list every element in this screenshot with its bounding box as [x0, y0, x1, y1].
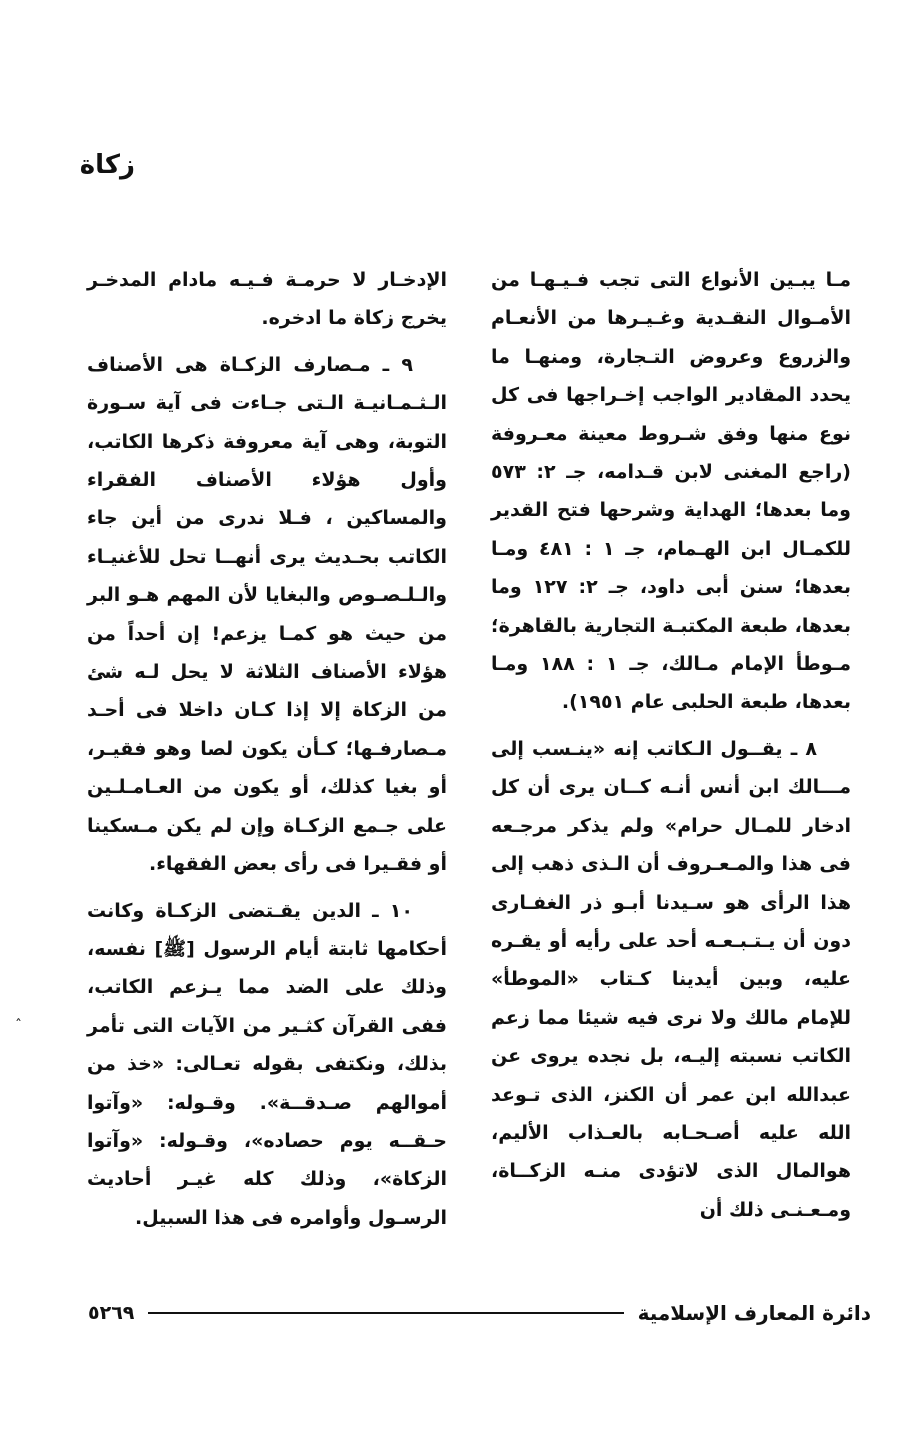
page-header-title: زكاة [79, 150, 135, 180]
body-paragraph: مـا يبـين الأنواع التى تجب فـيـهـا من الأمـوال النقـدية وغـيـرها من الأنعـام والزروع وعروض التـجارة، ومنهـا ما يحدد المقادير الواجب إخـراجها فى كل نوع منها وفق شـروط معينة معـروفة (راجع المغنى لابن قـدامه، جـ ٢: ٥٧٣ وما بعدها؛ الهداية وشرحها فتح القدير للكمـال ابن الهـمام، جـ ١ : ٤٨١ ومـا بعدها؛ سنن أبى داود، جـ ٢: ١٢٧ وما بعدها، طبعة المكتبـة التجارية بالقاهرة؛ مـوطأ الإمام مـالك، جـ ١ : ١٨٨ ومـا بعدها، طبعة الحلبى عام ١٩٥١). [491, 269, 852, 714]
footer-publication-title: دائرة المعارف الإسلامية [637, 1301, 871, 1325]
right-text-column [491, 261, 851, 1237]
margin-mark: ˆ [15, 1018, 22, 1034]
body-paragraph: ٩ ـ مـصارف الزكـاة هى الأصناف الـثـمـانيـة الـتى جـاءت فى آية سـورة التوبة، وهى آية معروفة ذكرها الكاتب، وأول هؤلاء الأصناف الفقراء والمساكين ، فـلا ندرى من أين جاء الكاتب بحـديث يرى أنهــا تحل للأغنيـاء والـلـصـوص والبغايا لأن المهم هـو البر من حيث هو كمـا يزعم! إن أحداً من هؤلاء الأصناف الثلاثة لا يحل لـه شئ من الزكاة إلا إذا كـان داخلا فى أحـد مـصارفـها؛ كـأن يكون لصا وهو فقيـر، أو بغيا كذلك، أو يكون من العـامـلـين على جـمع الزكـاة وإن لم يكن مـسكينا أو فقـيرا فى رأى بعض الفقهاء. [87, 353, 447, 876]
body-paragraph: ١٠ ـ الدين يقـتضى الزكـاة وكانت أحكامها ثابتة أيام الرسول [ﷺ] نفسه، وذلك على الضد مما يـزعم الكاتب، ففى القرآن كثـير من الآيات التى تأمر بذلك، ونكتفى بقوله تعـالى: «خذ من أموالهم صـدقــة». وقـوله: «وآتوا حـقــه يوم حصاده»، وقـوله: «وآتوا الزكاة»، وذلك كله غيـر أحاديث الرسـول وأوامره فى هذا السبيل. [87, 899, 447, 1229]
page-footer [88, 1296, 871, 1330]
footer-page-number: ٥٢٦٩ [88, 1302, 135, 1324]
left-text-column [87, 261, 447, 1245]
footer-rule-divider [148, 1312, 623, 1314]
body-paragraph: ٨ ـ يقــول الـكاتب إنه «ينـسب إلى مـــالك ابن أنس أنـه كــان يرى أن كل ادخار للمـال حرام» ولم يذكر مرجـعه فى هذا والمـعـروف أن الـذى ذهب إلى هذا الرأى هو سـيدنا أبـو ذر الغفـارى دون أن يـتـبـعـه أحد على رأيه أو يقـره عليه، وبين أيدينا كـتاب «الموطأ» للإمام مالك ولا نرى فيه شيئا مما زعم الكاتب نسبته إليـه، بل نجده يروى عن عبدالله ابن عمر أن الكنز، الذى تـوعد الله عليه أصـحـابه بالعـذاب الأليم، هوالمال الذى لاتؤدى منـه الزكــاة، ومـعـنـى ذلك أن [491, 737, 851, 1221]
body-paragraph: الإدخـار لا حرمـة فـيـه مادام المدخـر يخرج زكاة ما ادخره. [87, 269, 447, 330]
